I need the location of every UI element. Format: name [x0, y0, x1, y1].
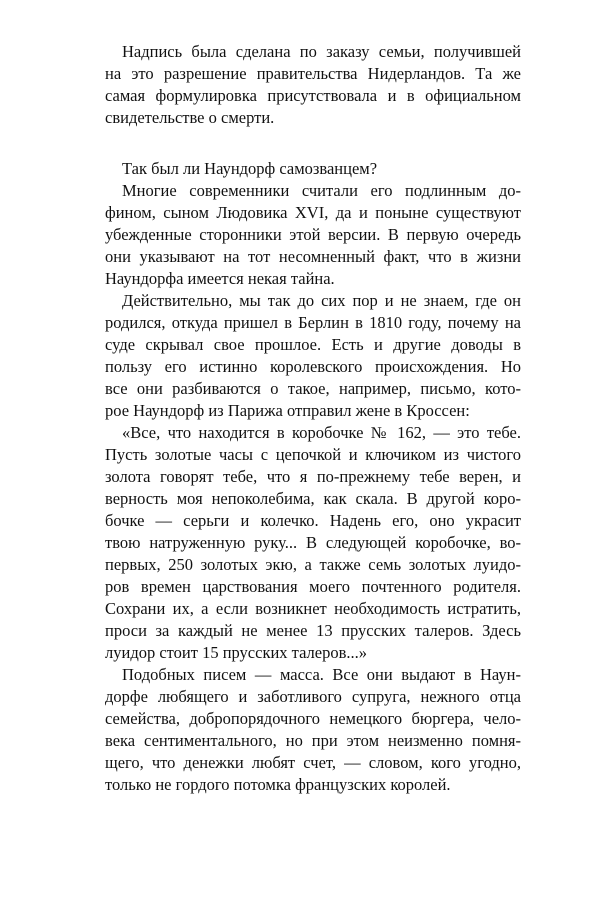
text-line: самая формулировка присутствовала и в официальном [105, 86, 521, 105]
text-line: Так был ли Наундорф самозванцем? [122, 159, 378, 178]
text-line: суде скрывал свое прошлое. Есть и другие доводы в [105, 335, 521, 354]
text-line: «Все, что находится в коробочке № 162, — это тебе. [122, 423, 521, 442]
text-line: на это разрешение правительства Нидерландов. Та же [105, 64, 521, 83]
text-line: твою натруженную руку... В следующей коробочке, во- [105, 533, 521, 552]
text-line: Подобных писем — масса. Все они выдают в Наун- [122, 665, 521, 684]
text-line: Многие современники считали его подлинным до- [122, 181, 521, 200]
text-line: Наундорфа имеется некая тайна. [105, 269, 335, 288]
text-line: убежденные сторонники этой версии. В первую очередь [105, 225, 521, 244]
text-line: Пусть золотые часы с цепочкой и ключиком из чистого [105, 445, 521, 464]
text-line: золота говорят тебе, что я по-прежнему тебе верен, и [105, 467, 521, 486]
text-line: Действительно, мы так до сих пор и не знаем, где он [122, 291, 521, 310]
text-line: рое Наундорф из Парижа отправил жене в Кроссен: [105, 401, 470, 420]
text-line: они указывают на тот несомненный факт, что в жизни [105, 247, 521, 266]
text-line: верность моя непоколебима, как скала. В другой коро- [105, 489, 521, 508]
text-line: Сохрани их, а если возникнет необходимость истратить, [105, 599, 521, 618]
text-line: фином, сыном Людовика XVI, да и поныне существуют [105, 203, 521, 222]
text-line: дорфе любящего и заботливого супруга, нежного отца [105, 687, 521, 706]
text-line: только не гордого потомка французских королей. [105, 775, 451, 794]
text-line: свидетельстве о смерти. [105, 108, 275, 127]
text-line: щего, что денежки любят счет, — словом, кого угодно, [105, 753, 521, 772]
text-line: все они разбиваются о такое, например, письмо, кото- [105, 379, 521, 398]
text-line: бочке — серьги и колечко. Надень его, оно украсит [105, 511, 521, 530]
text-line: первых, 250 золотых экю, а также семь золотых луидо- [105, 555, 521, 574]
text-line: луидор стоит 15 прусских талеров...» [105, 643, 368, 662]
text-line: родился, откуда пришел в Берлин в 1810 году, почему на [105, 313, 521, 332]
text-line: проси за каждый не менее 13 прусских талеров. Здесь [105, 621, 521, 640]
text-line: пользу его истинно королевского происхождения. Но [105, 357, 521, 376]
text-line: Надпись была сделана по заказу семьи, получившей [122, 42, 521, 61]
text-line: ров времен царствования моего почтенного родителя. [105, 577, 521, 596]
text-line: семейства, добропорядочного немецкого бюргера, чело- [105, 709, 521, 728]
text-line: века сентиментального, но при этом неизменно помня- [105, 731, 521, 750]
